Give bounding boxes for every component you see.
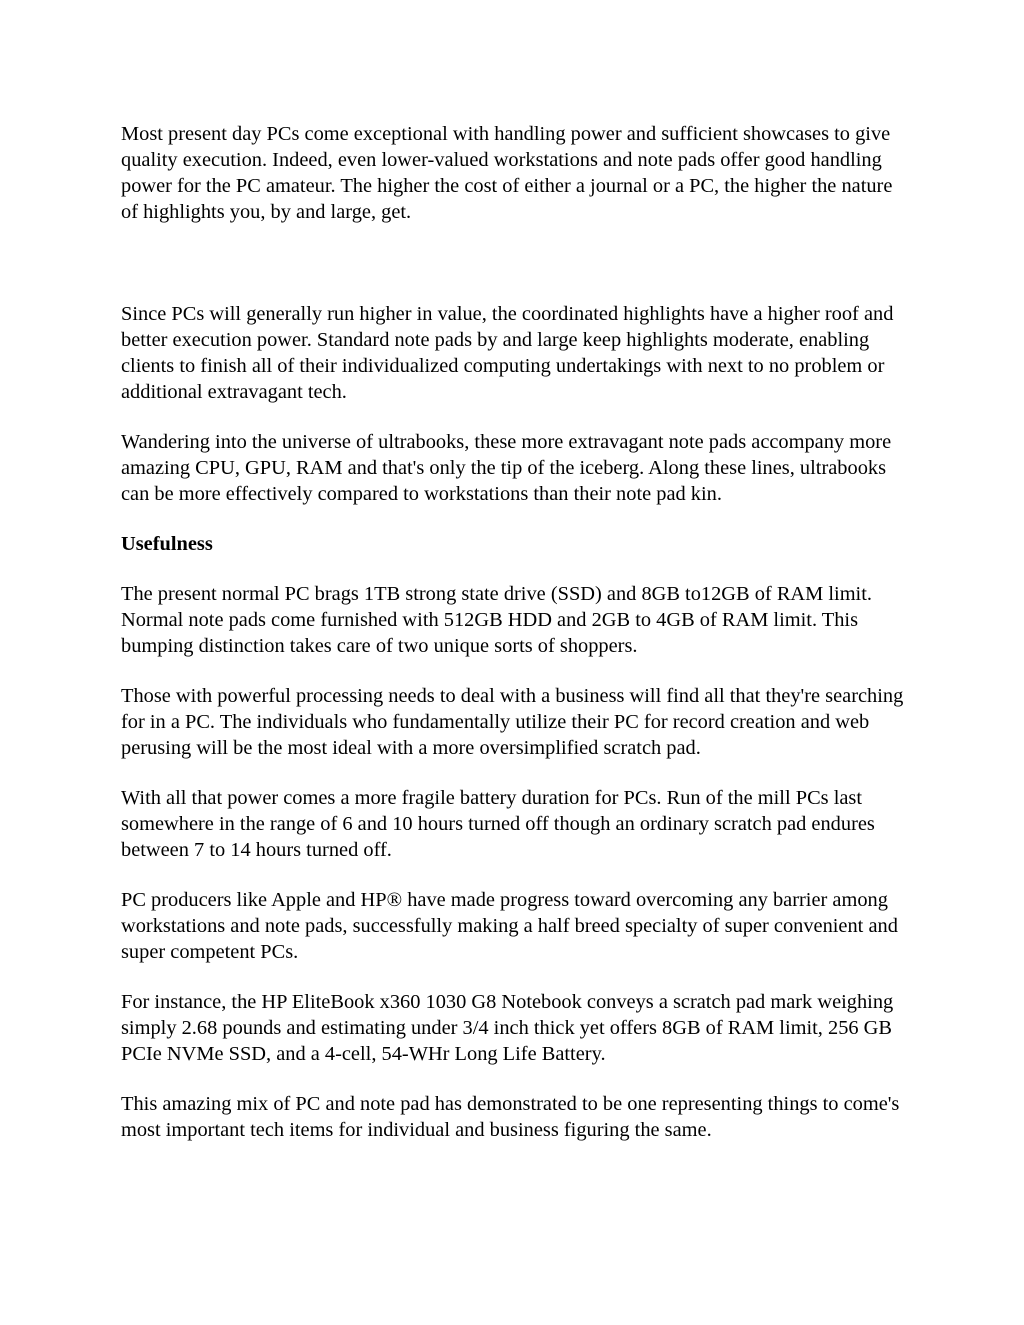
paragraph-body-4: PC producers like Apple and HP® have made progress toward overcoming any barrier among workstations and note pads, successfully making a half breed specialty of super convenient and super competent PCs. <box>121 889 898 963</box>
paragraph-body-3: With all that power comes a more fragile battery duration for PCs. Run of the mill PCs last somewhere in the range of 6 and 10 hours turned off though an ordinary scratch pad endures between 7 to 14 hours turned off. <box>121 787 875 861</box>
document-body <box>121 121 911 1167</box>
paragraph-body-5: For instance, the HP EliteBook x360 1030 G8 Notebook conveys a scratch pad mark weighing simply 2.68 pounds and estimating under 3/4 inch thick yet offers 8GB of RAM limit, 256 GB PCIe NVMe SSD, and a 4-cell, 54-WHr Long Life Battery. <box>121 991 894 1065</box>
section-heading: Usefulness <box>121 533 213 555</box>
paragraph-intro-2: Since PCs will generally run higher in value, the coordinated highlights have a higher roof and better execution power. Standard note pads by and large keep highlights moderate, enabling clients to finish all of their individualized computing undertakings with next to no problem or additional extravagant tech. <box>121 303 894 403</box>
paragraph-intro-3: Wandering into the universe of ultrabooks, these more extravagant note pads accompany more amazing CPU, GPU, RAM and that's only the tip of the iceberg. Along these lines, ultrabooks can be more effectively compared to workstations than their note pad kin. <box>121 431 892 505</box>
paragraph-intro-1: Most present day PCs come exceptional with handling power and sufficient showcases to give quality execution. Indeed, even lower-valued workstations and note pads offer good handling power for the PC amateur. The higher the cost of either a journal or a PC, the higher the nature of highlights you, by and large, get. <box>121 123 893 223</box>
paragraph-body-2: Those with powerful processing needs to deal with a business will find all that they're searching for in a PC. The individuals who fundamentally utilize their PC for record creation and web perusing will be the most ideal with a more oversimplified scratch pad. <box>121 685 904 759</box>
paragraph-body-6: This amazing mix of PC and note pad has demonstrated to be one representing things to come's most important tech items for individual and business figuring the same. <box>121 1093 900 1141</box>
paragraph-body-1: The present normal PC brags 1TB strong state drive (SSD) and 8GB to12GB of RAM limit. Normal note pads come furnished with 512GB HDD and 2GB to 4GB of RAM limit. This bumping distinction takes care of two unique sorts of shoppers. <box>121 583 872 657</box>
